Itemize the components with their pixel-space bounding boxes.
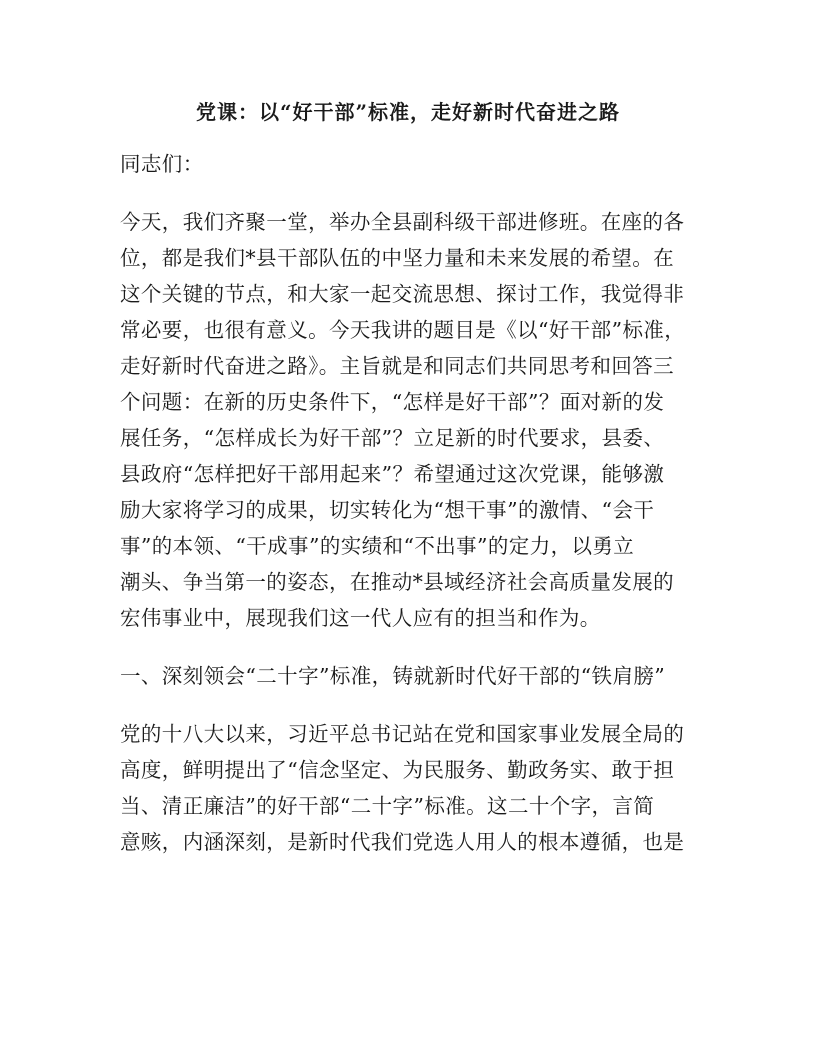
- document-title: 党课：以“好干部”标准，走好新时代奋进之路: [195, 100, 620, 124]
- intro-line: 走好新时代奋进之路》。主旨就是和同志们共同思考和回答三: [120, 354, 675, 378]
- section-body-line: 当、清正廉洁”的好干部“二十字”标准。这二十个字，言简: [120, 794, 655, 818]
- section-body-line: 意赅，内涵深刻，是新时代我们党选人用人的根本遵循，也是: [120, 830, 685, 854]
- salutation: 同志们：: [120, 152, 204, 176]
- intro-line: 今天，我们齐聚一堂，举办全县副科级干部进修班。在座的各: [120, 210, 685, 234]
- section-heading: 一、深刻领会“二十字”标准，铸就新时代好干部的“铁肩膀”: [120, 664, 666, 688]
- intro-line: 潮头、争当第一的姿态，在推动*县域经济社会高质量发展的: [120, 570, 675, 594]
- intro-line: 位，都是我们*县干部队伍的中坚力量和未来发展的希望。在: [120, 246, 675, 270]
- intro-line: 个问题：在新的历史条件下，“怎样是好干部”？面对新的发: [120, 390, 665, 414]
- intro-line: 励大家将学习的成果，切实转化为“想干事”的激情、“会干: [120, 498, 655, 522]
- section-body-line: 党的十八大以来，习近平总书记站在党和国家事业发展全局的: [120, 722, 685, 746]
- intro-line: 这个关键的节点，和大家一起交流思想、探讨工作，我觉得非: [120, 282, 685, 306]
- section-body-line: 高度，鲜明提出了“信念坚定、为民服务、勤政务实、敢于担: [120, 758, 675, 782]
- intro-line: 县政府“怎样把好干部用起来”？希望通过这次党课，能够激: [120, 462, 665, 486]
- intro-line: 展任务，“怎样成长为好干部”？立足新的时代要求，县委、: [120, 426, 665, 450]
- intro-line: 事”的本领、“干成事”的实绩和“不出事”的定力，以勇立: [120, 534, 635, 558]
- intro-line: 宏伟事业中，展现我们这一代人应有的担当和作为。: [120, 606, 601, 630]
- intro-line: 常必要，也很有意义。今天我讲的题目是《以“好干部”标准，: [120, 318, 686, 342]
